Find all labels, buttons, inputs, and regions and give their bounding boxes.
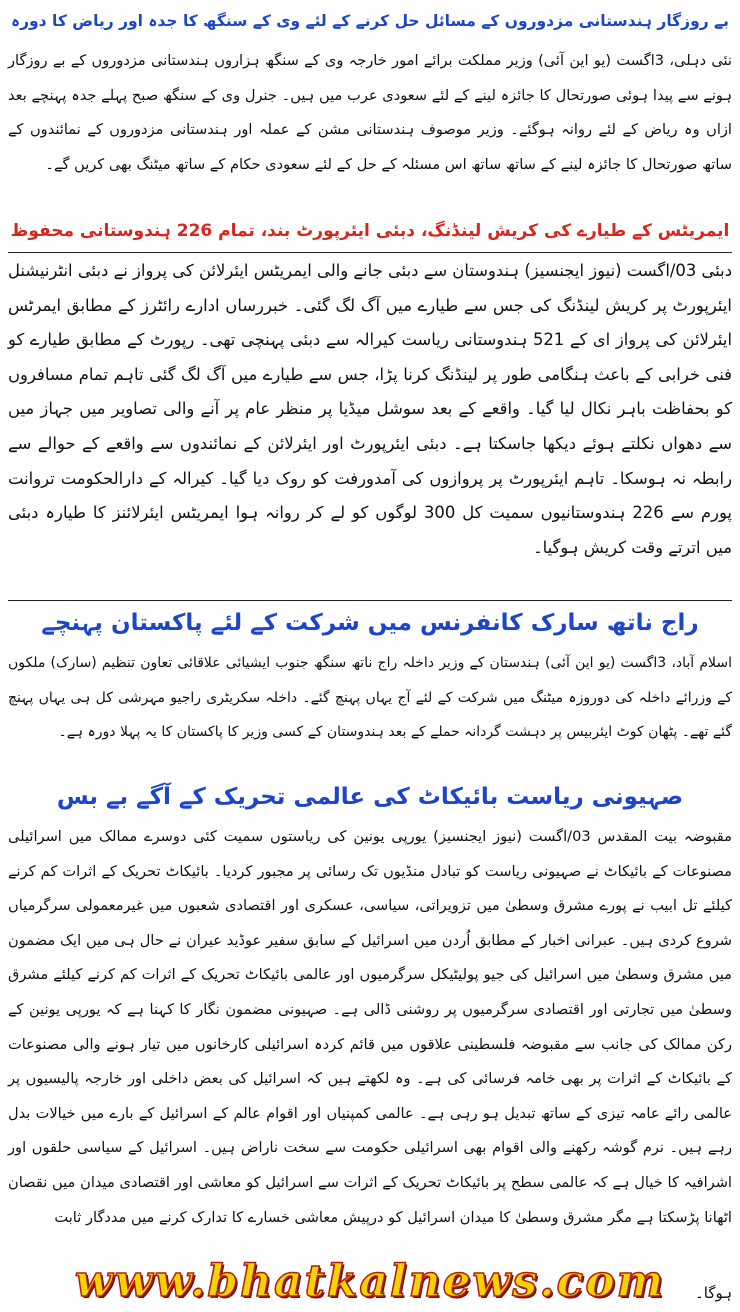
article-emirates [8, 214, 732, 565]
article-rajnath [8, 606, 732, 750]
watermark-text[interactable]: www.bhatkalnews.com [74, 1256, 666, 1307]
body-emirates: دبئی 03/اگست (نیوز ایجنسیز) ہندوستان سے دبئی جانے والی ایمریٹس ایئرلائن کی پرواز نے دبئی انٹرنیشنل ایئرپورٹ پر کریش لینڈنگ کی جس سے طیارے میں آگ لگ گئی۔ خبررساں ادارے رائٹرز کے مطابق ایمرٹس ایئرلائن کی پرواز ای کے 521 ہندوستانی ریاست کیرالہ سے دبئی پہنچی تھی۔ رپورٹ کے مطابق طیارے کو فنی خرابی کے باعث ہنگامی طور پر لینڈنگ کرنا پڑا، جس سے طیارے میں آگ لگ گئی تاہم تمام مسافروں کو بحفاظت باہر نکال لیا گیا۔ واقعے کے بعد سوشل میڈیا پر منظر عام پر آنے والی تصاویر میں جہاز میں سے دھواں نکلتے ہوئے دیکھا جاسکتا ہے۔ دبئی ایئرپورٹ اور ایئرلائن کے نمائندوں سے واقعے کے حوالے سے رابطہ نہ ہوسکا۔ تاہم ایئرپورٹ پر پروازوں کی آمدورفت کو روک دیا گیا۔ کیرالہ کے دارالحکومت تروانت پورم سے 226 ہندوستانیوں سمیت کل 300 لوگوں کو لے کر روانہ ہوا ایمریٹس ایئرلائنز کا طیارہ دبئی میں اترتے وقت کریش ہوگیا۔ [8, 261, 732, 557]
article-boycott [8, 780, 732, 1235]
article-vk-singh [8, 4, 732, 182]
headline-rajnath: راج ناتھ سارک کانفرنس میں شرکت کے لئے پاکستان پہنچے [41, 610, 699, 636]
footer-watermark [0, 1252, 740, 1312]
body-vk-singh: نئی دہلی، 3اگست (یو این آئی) وزیر مملکت برائے امور خارجہ وی کے سنگھ ہزاروں ہندستانی مزدوروں کے بے روزگار ہونے سے پیدا ہوئی صورتحال کا جائزہ لینے کے لئے سعودی عرب میں ہیں۔ جنرل وی کے سنگھ صبح پہلے جدہ پہنچے بعد ازاں وہ ریاض کے لئے روانہ ہوگئے۔ وزیر موصوف ہندستانی مشن کے عملہ اور ہندستانی مزدوروں کے نمائندوں کے ساتھ صورتحال کا جائزہ لینے کے ساتھ ساتھ اس مسئلہ کے حل کے لئے سعودی حکام کے ساتھ میٹنگ بھی کریں گے۔ [8, 52, 732, 173]
headline-boycott: صہیونی ریاست بائیکاٹ کی عالمی تحریک کے آگے بے بس [56, 784, 684, 810]
body-boycott: مقبوضہ بیت المقدس 03/اگست (نیوز ایجنسیز) یورپی یونین کی ریاستوں سمیت کئی دوسرے ممالک میں اسرائیلی مصنوعات کے بائیکاٹ نے صہیونی ریاست کو تبادل منڈیوں تک رسائی پر مجبور کردیا۔ بائیکاٹ تحریک کے اثرات کم کرنے کیلئے تل ابیب نے پورے مشرق وسطیٰ میں تزویراتی، سیاسی، عسکری اور اقتصادی شعبوں میں غیرمعمولی سرگرمیاں شروع کردی ہیں۔ عبرانی اخبار کے مطابق اُردن میں اسرائیل کے سابق سفیر عوڈید عیران نے حال ہی میں ایک مضمون میں مشرق وسطیٰ میں اسرائیل کی جیو پولیٹیکل سرگرمیوں اور عالمی بائیکاٹ تحریک کے اثرات کم کرنے کیلئے مشرق وسطیٰ میں تجارتی اور اقتصادی سرگرمیوں پر روشنی ڈالی ہے۔ صہیونی مضمون نگار کا کہنا ہے کہ یورپی یونین کے رکن ممالک کی جانب سے مقبوضہ فلسطینی علاقوں میں قائم کردہ اسرائیلی کارخانوں میں تیار ہونے والی مصنوعات کے بائیکاٹ کے اثرات پر بھی خامہ فرسائی کی ہے۔ وہ لکھتے ہیں کہ اسرائیل کی بعض داخلی اور خارجہ پالیسیوں پر عالمی رائے عامہ تیزی کے ساتھ تبدیل ہو رہی ہے۔ عالمی کمپنیاں اور اقوام عالم کے اسرائیل کے بارے میں خیالات بدل رہے ہیں۔ نرم گوشہ رکھنے والی اقوام بھی اسرائیلی حکومت سے سخت ناراض ہیں۔ اسرائیل کے سیاسی حلقوں اور اشرافیہ کا خیال ہے کہ عالمی سطح پر بائیکاٹ تحریک کے اثرات سے اسرائیل کو معاشی اور اقتصادی میدان میں نقصان اٹھانا پڑسکتا ہے مگر مشرق وسطیٰ کا میدان اسرائیل کو درپیش معاشی خسارے کا تدارک کرنے میں مددگار ثابت [8, 828, 732, 1226]
body-rajnath: اسلام آباد، 3اگست (یو این آئی) ہندستان کے وزیر داخلہ راج ناتھ سنگھ جنوب ایشیائی علاقائی تعاون تنظیم (سارک) ملکوں کے وزرائے داخلہ کی دوروزہ میٹنگ میں شرکت کے لئے آج یہاں پہنچ گئے۔ داخلہ سکریٹری راجیو مہرشی کل ہی یہاں پہنچ گئے تھے۔ پٹھان کوٹ ایئربیس پر دہشت گردانہ حملے کے بعد ہندوستان کے کسی وزیر کا پاکستان کا یہ پہلا دورہ ہے۔ [8, 655, 733, 741]
divider-2 [8, 600, 732, 601]
headline-emirates: ایمریٹس کے طیارے کی کریش لینڈنگ، دبئی ایئرپورٹ بند، تمام 226 ہندوستانی محفوظ [10, 221, 730, 241]
headline-vk-singh: بے روزگار ہندستانی مزدوروں کے مسائل حل کرنے کے لئے وی کے سنگھ کا جدہ اور ریاض کا دورہ [11, 12, 729, 30]
article-last-word: ہوگا۔ [694, 1284, 732, 1302]
